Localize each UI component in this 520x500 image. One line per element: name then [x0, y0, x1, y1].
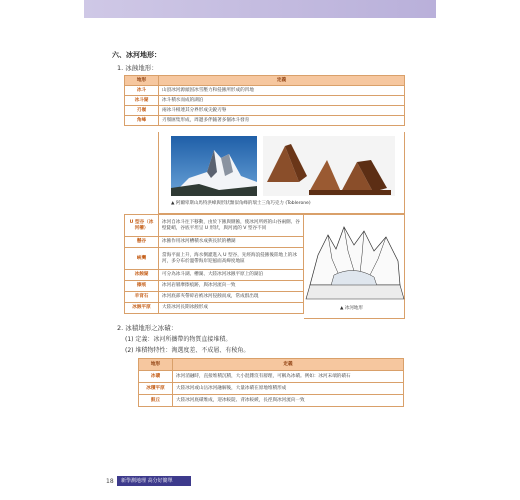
- term-cell: 冰蝕平原: [125, 303, 159, 314]
- term-cell: 懸谷: [125, 237, 159, 248]
- term-cell: 冰磧: [139, 371, 173, 383]
- term-cell: 冰斗湖: [125, 96, 159, 106]
- term-cell: 羊背石: [125, 292, 159, 303]
- term-cell: 刃嶺: [125, 106, 159, 116]
- col-header-term: 地形: [125, 76, 159, 86]
- def-cell: 刃嶺匯集形成，周邊多伴隨著多個冰斗發育: [159, 116, 405, 126]
- table-row: [125, 106, 405, 116]
- moraine-table: [138, 358, 404, 407]
- term-cell: 鼓丘: [139, 395, 173, 407]
- term-cell: 冰積平原: [139, 383, 173, 395]
- def-cell: 冰河自冰斗往下移動，由於下蝕與側蝕，使冰河所經的山谷兩側、谷壁陡峭，谷底平坦呈 U 形狀，與河流的 V 型谷不同: [159, 215, 304, 237]
- def-cell: 冰河底部夾帶碎岩被冰河侵蝕而成，常成群出現: [159, 292, 304, 303]
- col-header-term: 地形: [139, 359, 173, 371]
- glacial-landforms-sketch: [304, 215, 405, 305]
- table-row: [125, 96, 405, 106]
- term-cell: 峽灣: [125, 248, 159, 270]
- term-cell: 擦痕: [125, 281, 159, 292]
- def-cell: 山頂冰河源頭因冰雪壓力和侵蝕所形成的凹地: [159, 86, 405, 96]
- characteristics-item: (2) 堆積物特性：淘選度差、不成層、有稜角。: [125, 347, 250, 354]
- book-title-badge: 新學測地理 高分好簡單: [117, 476, 191, 486]
- table-row: [125, 116, 405, 126]
- table-row: [125, 215, 304, 237]
- table-row: [125, 248, 304, 270]
- table-row: [139, 371, 404, 383]
- figure-caption: ▲ 冰河地形: [340, 306, 363, 311]
- table-row: [125, 303, 304, 314]
- def-cell: 大陸冰河底磧堆成，迎冰較陡、背冰較緩，長徑與冰河流向一致: [173, 395, 404, 407]
- header-band: [84, 0, 436, 18]
- table-row: [125, 237, 304, 248]
- col-header-def: 定義: [173, 359, 404, 371]
- table-row: [125, 281, 304, 292]
- def-cell: 大陸冰河或山岳冰河融解後，大量冰磧在原地堆積形成: [173, 383, 404, 395]
- table-row: [139, 383, 404, 395]
- def-cell: 冰斗積水而成的湖泊: [159, 96, 405, 106]
- definition-item: (1) 定義：冰河所攜帶的物質直接堆積。: [125, 336, 232, 343]
- term-cell: 冰蝕湖: [125, 270, 159, 281]
- def-cell: 當海平面上升，海水倒灌進入 U 型谷，先經海浪侵蝕後陸地上的冰河，多分布於溫帶海岸迎風面高緯度地區: [159, 248, 304, 270]
- figure-glacial-landforms: [304, 214, 405, 319]
- table-row: [125, 292, 304, 303]
- term-cell: U 型谷（冰河槽）: [125, 215, 159, 237]
- def-cell: 大陸冰河長期冰蝕形成: [159, 303, 304, 314]
- figure-matterhorn-toblerone: [158, 132, 405, 214]
- def-cell: 冰蝕作用冰河槽積水成狹長狀的槽湖: [159, 237, 304, 248]
- table-row: [125, 270, 304, 281]
- def-cell: 冰河消融時，直接堆積沉積，大小混雜沒有層理，可稱為冰磧。例如：冰河末端的磧石: [173, 371, 404, 383]
- table-row: [125, 86, 405, 96]
- term-cell: 角峰: [125, 116, 159, 126]
- term-cell: 冰斗: [125, 86, 159, 96]
- table-row: [139, 395, 404, 407]
- erosion-table-continued: [124, 214, 304, 314]
- subsection-title-deposition: 2. 冰積地形之冰磧：: [117, 324, 178, 332]
- subsection-title-erosion: 1. 冰蝕地形：: [117, 64, 158, 72]
- def-cell: 冰河岩層摩擦痕跡，與冰河流向一致: [159, 281, 304, 292]
- section-title: 六、冰河地形：: [112, 51, 161, 59]
- page-number: 18: [106, 478, 114, 485]
- col-header-def: 定義: [159, 76, 405, 86]
- figure-caption: ▲ 阿爾卑斯山馬特洪峰與形狀類似角峰的瑞士三角巧克力 (Toblerone): [171, 201, 311, 206]
- erosion-table: [124, 75, 405, 126]
- def-cell: 兩冰斗相連其分界形成尖銳刃脊: [159, 106, 405, 116]
- def-cell: 可分為冰斗湖、槽湖、大陸冰河冰蝕平原上的湖泊: [159, 270, 304, 281]
